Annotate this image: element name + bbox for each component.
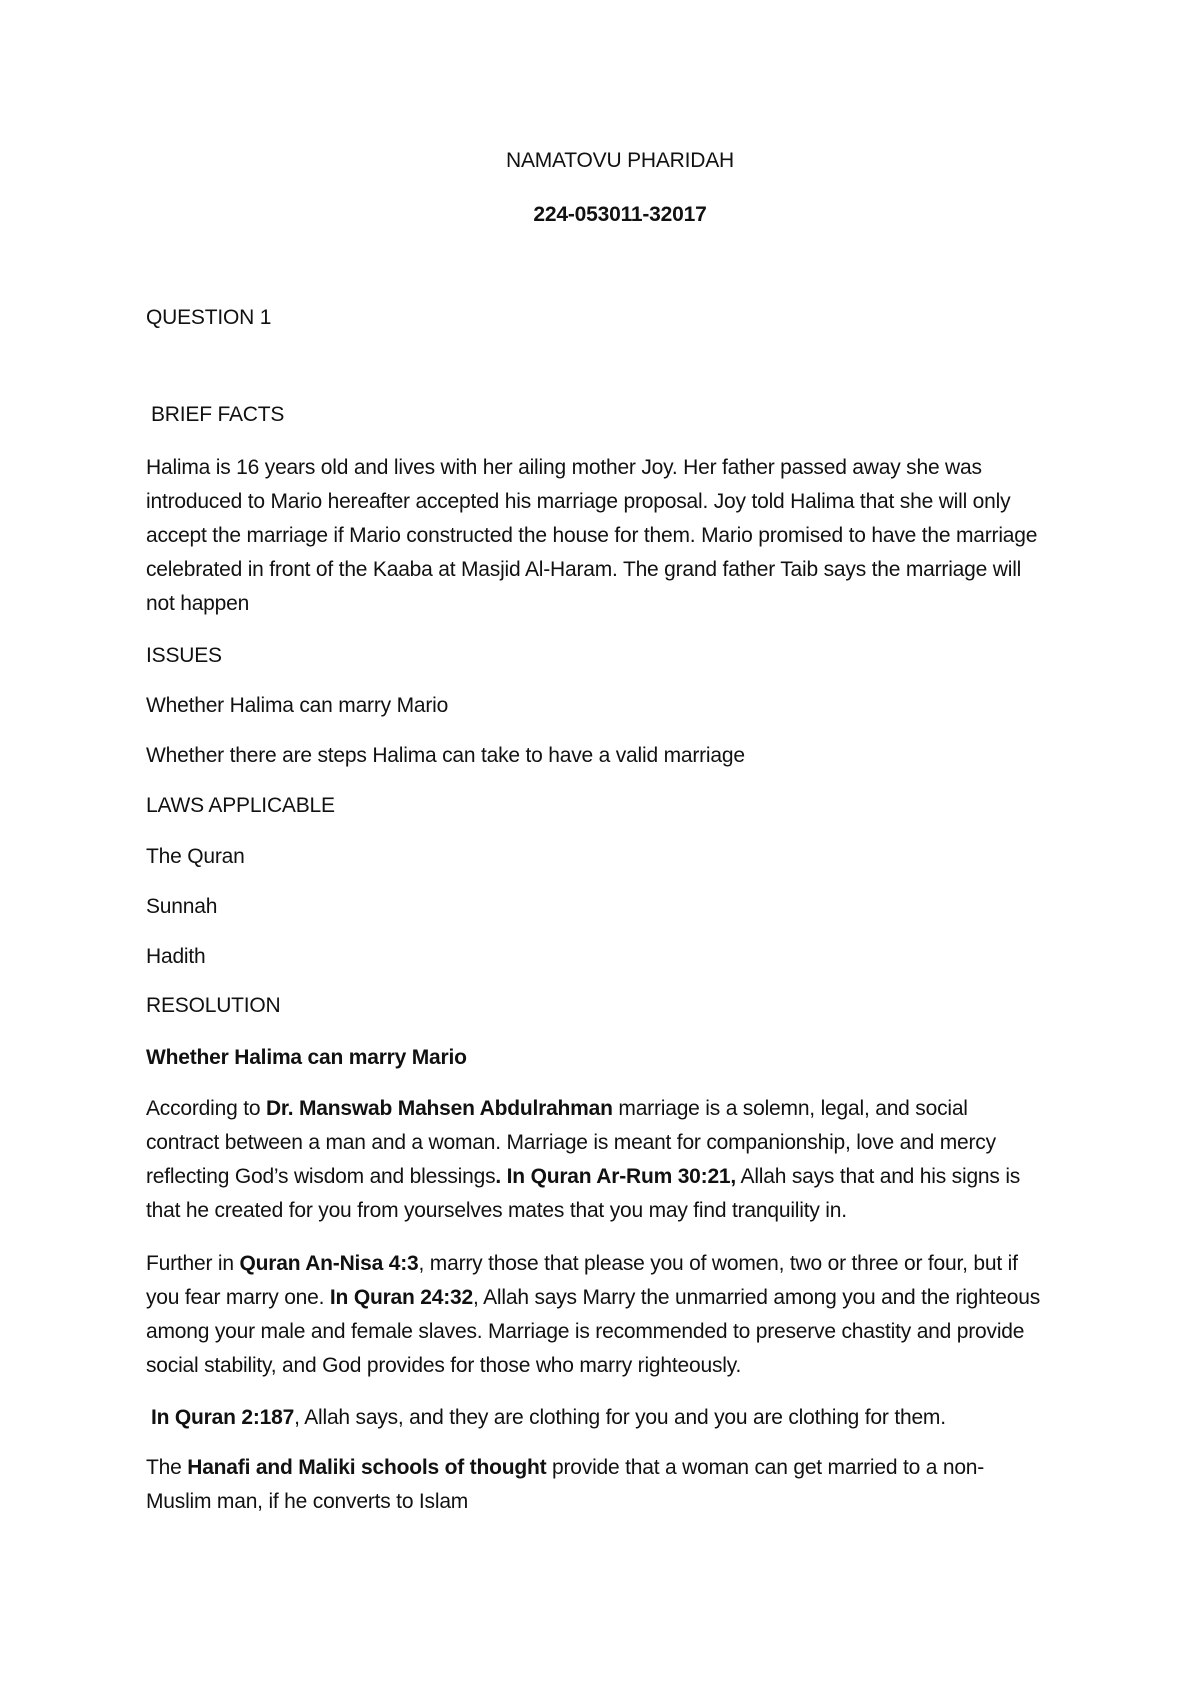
author-name: NAMATOVU PHARIDAH	[505, 149, 735, 172]
question-title: QUESTION 1	[146, 306, 272, 329]
resolution-heading: RESOLUTION	[146, 994, 281, 1017]
issue-item-2: Whether there are steps Halima can take to have a valid marriage	[146, 744, 745, 767]
resolution-subheading: Whether Halima can marry Mario	[146, 1046, 467, 1069]
brief-facts-text: Halima is 16 years old and lives with her ailing mother Joy. Her father passed away she was introduced to Mario hereafter accepted his marriage proposal. Joy told Halima that she will only accept the marriage if Mario constructed the house for them. Mario promised to have the marriage celebrated in front of the Kaaba at Masjid Al-Haram. The grand father Taib says the marriage will not happen	[146, 456, 1038, 615]
law-item-sunnah: Sunnah	[146, 895, 218, 918]
issue-item-1: Whether Halima can marry Mario	[146, 694, 449, 717]
resolution-paragraph-2: Further in Quran An-Nisa 4:3, marry those that please you of women, two or three or four, but if you fear marry one. In Quran 24:32, Allah says Marry the unmarried among you and the righteous among your male and female slaves. Marriage is recommended to preserve chastity and provide social stability, and God provides for those who marry righteously.	[146, 1252, 1040, 1377]
resolution-paragraph-3: In Quran 2:187, Allah says, and they are clothing for you and you are clothing for them.	[151, 1406, 946, 1429]
student-id: 224-053011-32017	[533, 203, 707, 226]
laws-heading: LAWS APPLICABLE	[146, 794, 335, 817]
law-item-hadith: Hadith	[146, 945, 206, 968]
resolution-paragraph-4: The Hanafi and Maliki schools of thought provide that a woman can get married to a non-Muslim man, if he converts to Islam	[146, 1456, 985, 1513]
issues-heading: ISSUES	[146, 644, 222, 667]
law-item-quran: The Quran	[146, 845, 245, 868]
brief-facts-heading: BRIEF FACTS	[151, 403, 285, 426]
resolution-paragraph-1: According to Dr. Manswab Mahsen Abdulrahman marriage is a solemn, legal, and social contract between a man and a woman. Marriage is meant for companionship, love and mercy reflecting God’s wisdom and blessings. In Quran Ar-Rum 30:21, Allah says that and his signs is that he created for you from yourselves mates that you may find tranquility in.	[146, 1097, 1021, 1222]
